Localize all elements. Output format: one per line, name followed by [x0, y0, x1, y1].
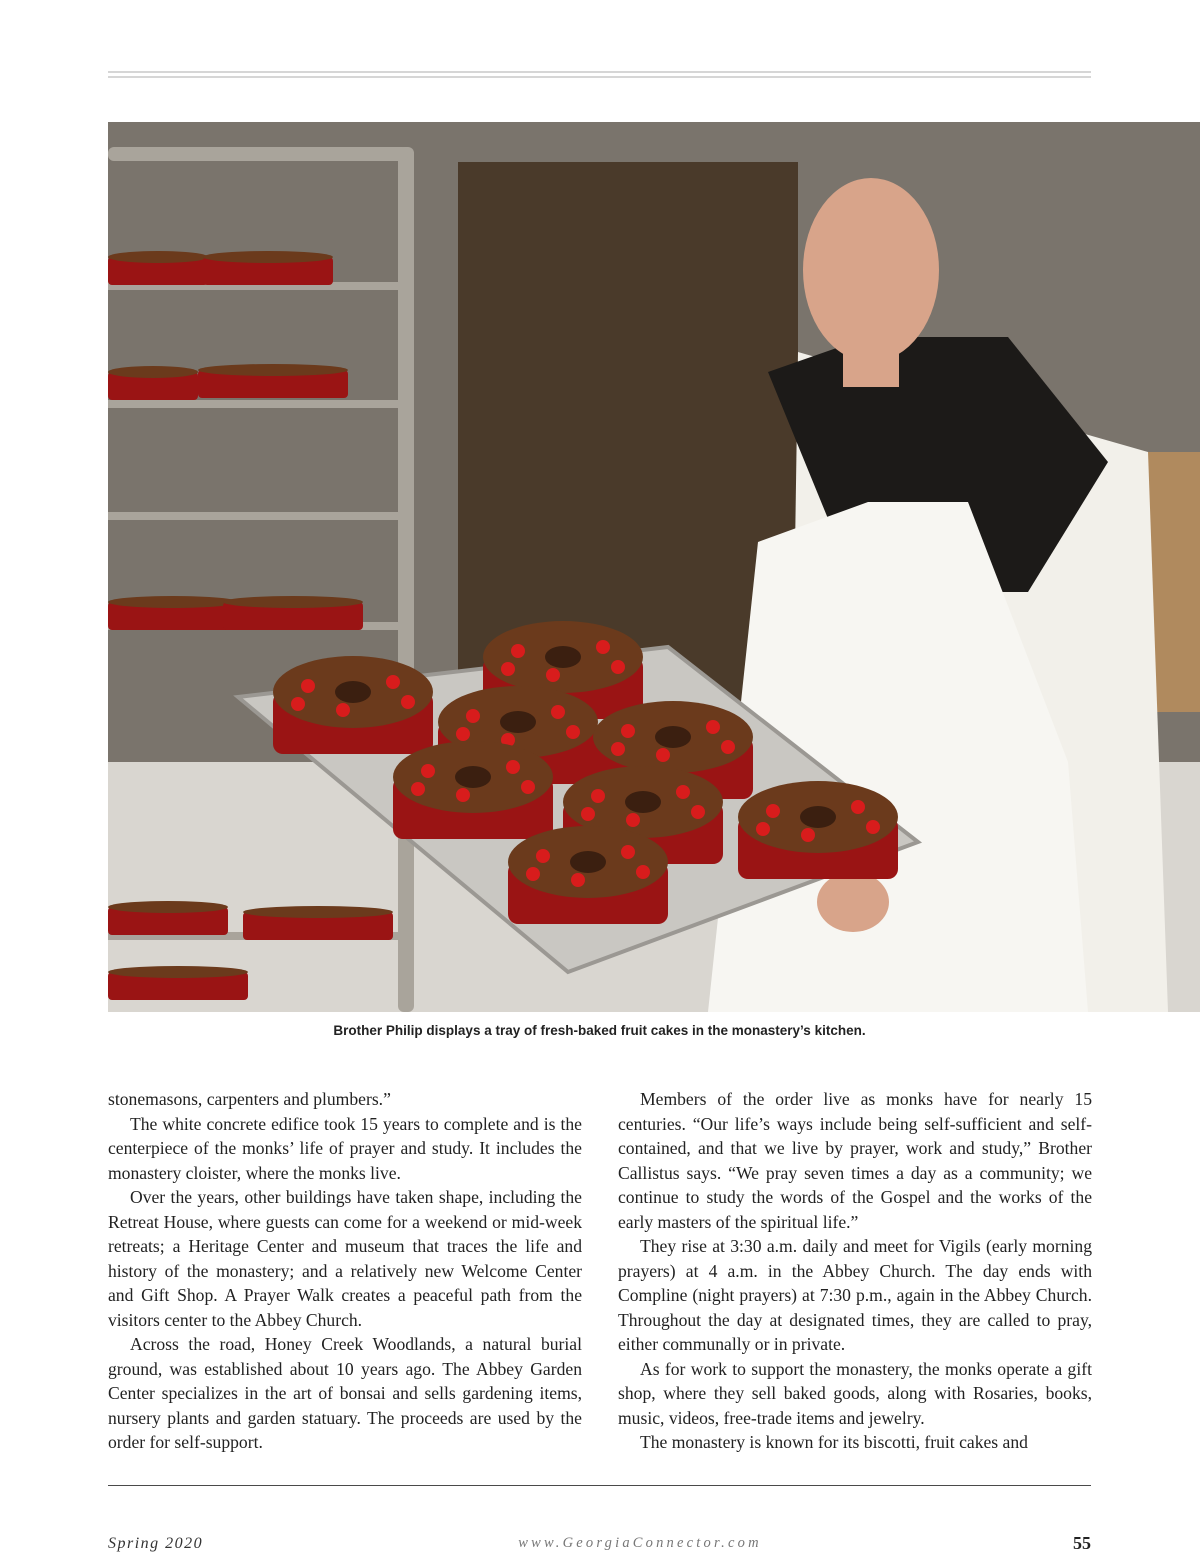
cherry [591, 789, 605, 803]
footer-rule [108, 1485, 1091, 1486]
cherry [621, 724, 635, 738]
fruitcake-center [500, 711, 536, 733]
fruitcake-center [455, 766, 491, 788]
cherry [866, 820, 880, 834]
fruitcake-center [570, 851, 606, 873]
cherry [656, 748, 670, 762]
article-paragraph: As for work to support the monastery, the monks operate a gift shop, where they sell baked goods, along with Rosaries, books, music, videos, free-trade items and jewelry. [618, 1358, 1092, 1428]
article-paragraph: They rise at 3:30 a.m. daily and meet for Vigils (early morning prayers) at 4 a.m. in the Abbey Church. The day ends with Compline (night prayers) at 7:30 p.m., again in the Abbey Church. Throughout the day at designated times, they are called to pray, either communally or in private. [618, 1236, 1092, 1354]
cherry [636, 865, 650, 879]
cherry [596, 640, 610, 654]
cherry [621, 845, 635, 859]
cherry [766, 804, 780, 818]
fruitcake-top [198, 364, 348, 376]
photo-caption: Brother Philip displays a tray of fresh-baked fruit cakes in the monastery’s kitchen. [333, 1023, 866, 1038]
cherry [506, 760, 520, 774]
fruitcake-center [335, 681, 371, 703]
cherry [801, 828, 815, 842]
monk-neck [843, 337, 899, 387]
fruitcake-center [800, 806, 836, 828]
feature-photo [108, 122, 1200, 1012]
article-column-right [618, 1087, 1092, 1455]
cherry [551, 705, 565, 719]
cherry [521, 780, 535, 794]
cherry [611, 742, 625, 756]
fruitcake-top [108, 366, 198, 378]
fruitcake-top [108, 251, 208, 263]
fruitcake-center [655, 726, 691, 748]
cherry [851, 800, 865, 814]
fruitcake-top [203, 251, 333, 263]
cherry [466, 709, 480, 723]
fruitcake-top [108, 966, 248, 978]
rack-shelf [108, 512, 408, 520]
header-rule [108, 76, 1091, 78]
fruitcake-center [625, 791, 661, 813]
fruitcake-top [108, 901, 228, 913]
cherry [626, 813, 640, 827]
cherry [706, 720, 720, 734]
cherry [566, 725, 580, 739]
monk-head [803, 178, 939, 362]
cherry [336, 703, 350, 717]
cherry [456, 788, 470, 802]
article-paragraph: The monastery is known for its biscotti, fruit cakes and [640, 1432, 1028, 1452]
cherry [456, 727, 470, 741]
rack-top [108, 147, 408, 161]
monk-hand [817, 872, 889, 932]
cherry [536, 849, 550, 863]
article-paragraph: stonemasons, carpenters and plumbers.” [108, 1089, 391, 1109]
cherry [511, 644, 525, 658]
website-link[interactable]: www.GeorgiaConnector.com [518, 1535, 762, 1551]
cherry [301, 679, 315, 693]
cherry [611, 660, 625, 674]
cherry [721, 740, 735, 754]
article-paragraph: Across the road, Honey Creek Woodlands, a natural burial ground, was established about 10 years ago. The Abbey Garden Center specializes in the art of bonsai and sells gardening items, nursery plants and garden statuary. The proceeds are used by the order for self-support. [108, 1334, 582, 1452]
cherry [411, 782, 425, 796]
cherry [676, 785, 690, 799]
rack-shelf [108, 400, 408, 408]
cherry [571, 873, 585, 887]
fruitcake-center [545, 646, 581, 668]
header-rule [108, 71, 1091, 73]
rack-post [398, 147, 414, 1012]
page-number: 55 [1073, 1533, 1091, 1553]
fruitcake-top [108, 596, 238, 608]
feature-photo-illustration [108, 122, 1200, 1012]
cherry [401, 695, 415, 709]
cherry [291, 697, 305, 711]
article-column-left [108, 1087, 582, 1455]
cherry [421, 764, 435, 778]
article-paragraph: Over the years, other buildings have taken shape, including the Retreat House, where guests can come for a weekend or mid-week retreats; a Heritage Center and museum that traces the life and history of the monastery; and a relatively new Welcome Center and Gift Shop. A Prayer Walk creates a peaceful path from the visitors center to the Abbey Church. [108, 1187, 582, 1330]
cherry [546, 668, 560, 682]
cherry [581, 807, 595, 821]
cherry [526, 867, 540, 881]
fruitcake-top [243, 906, 393, 918]
fruitcake-top [223, 596, 363, 608]
issue-date: Spring 2020 [108, 1535, 204, 1552]
cherry [501, 662, 515, 676]
cherry [691, 805, 705, 819]
article-paragraph: The white concrete edifice took 15 years to complete and is the centerpiece of the monks’ life of prayer and study. It includes the monastery cloister, where the monks live. [108, 1113, 582, 1183]
article-paragraph: Members of the order live as monks have for nearly 15 centuries. “Our life’s ways include being self-sufficient and self-contained, and that we live by prayer, work and study,” Brother Callistus says. “We pray seven times a day as a community; we continue to study the words of the Gospel and the works of the early masters of the spiritual life.” [618, 1089, 1092, 1232]
cherry [756, 822, 770, 836]
cherry [386, 675, 400, 689]
